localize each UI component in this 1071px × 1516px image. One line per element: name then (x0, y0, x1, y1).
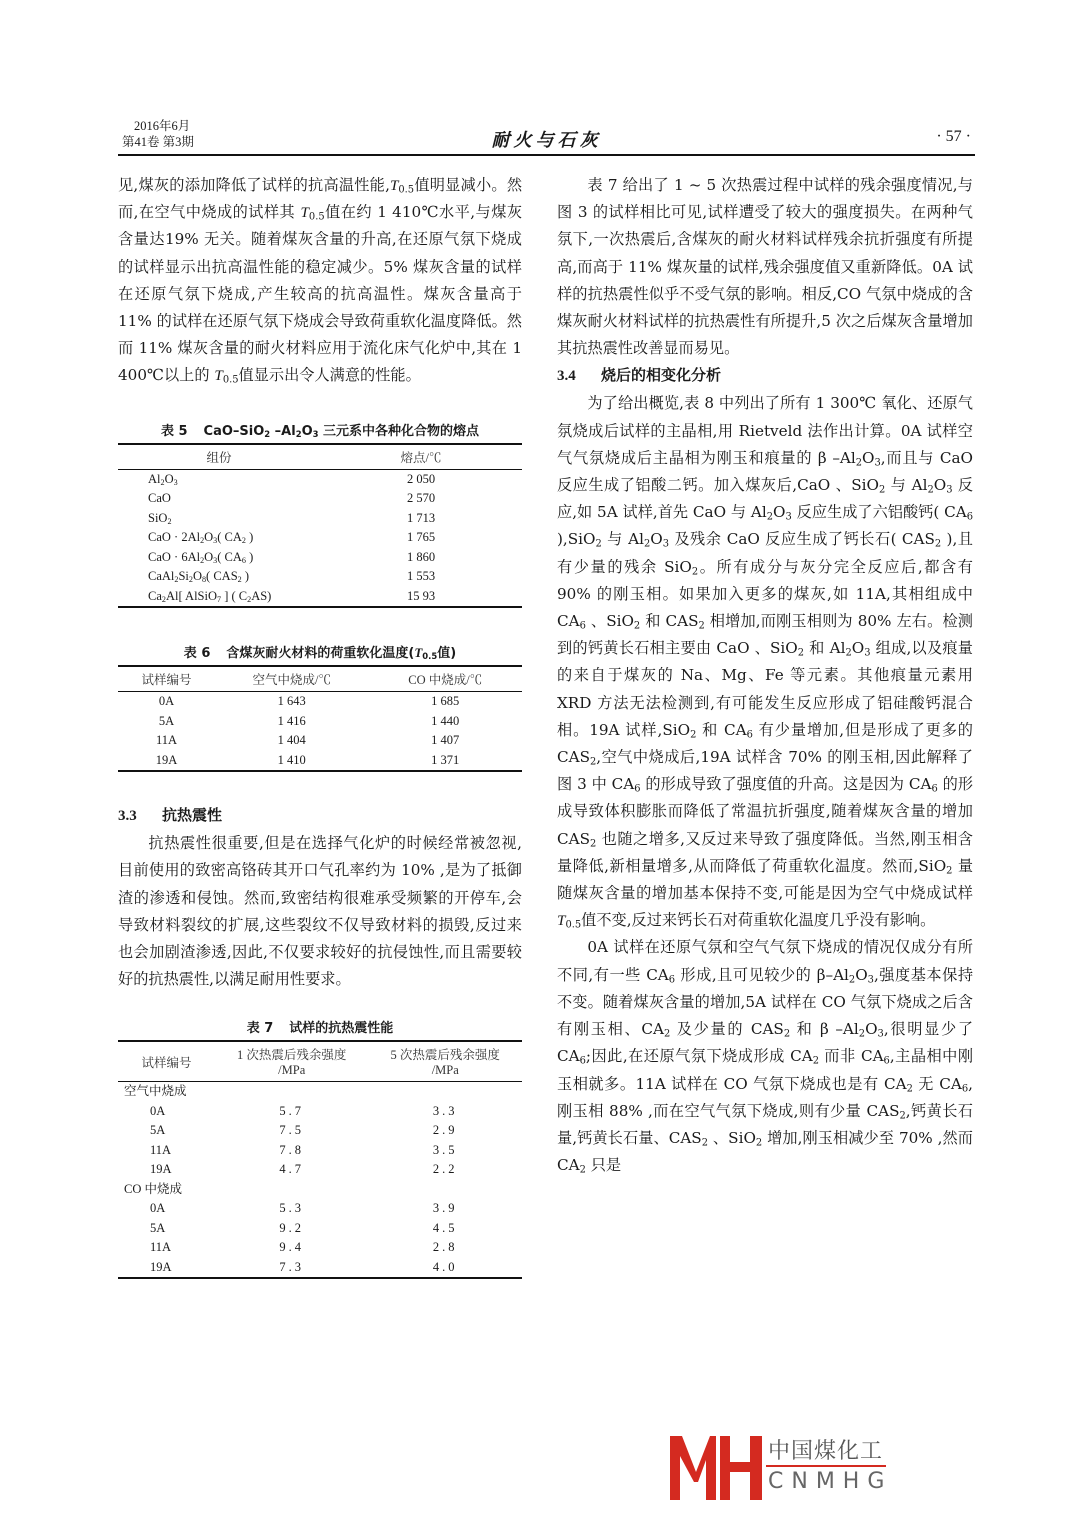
watermark-cn: 中国煤化工 (768, 1439, 884, 1464)
text-run: 及残余 CaO 反应生成了钙长石( CAS (668, 530, 935, 549)
subscript: 2 (927, 484, 934, 496)
table-row (118, 1102, 522, 1122)
left-column (118, 172, 522, 1279)
strength-5-cell: 2.8 (432, 1240, 458, 1255)
text-run: 有少量增加,但是形成了更多的 CAS (557, 720, 973, 767)
sample-id-cell: 19A (150, 1162, 172, 1177)
sample-id-cell: 0A (158, 694, 175, 709)
text-run: ) (241, 569, 250, 584)
subscript: 3 (173, 477, 178, 487)
table6-header: CO 中烧成/℃ (368, 666, 522, 692)
compound-cell (118, 489, 320, 509)
table-row (118, 751, 522, 772)
table6-title (226, 646, 456, 661)
subscript: 2 (698, 620, 705, 632)
text-run: AS) (251, 588, 272, 603)
text-run: 也随之增多,又反过来导致了强度降低。当然,刚玉相含量降低,新相量增多,从而降低了荷重软化温度。然而,SiO (557, 829, 973, 875)
subscript: 2 (295, 428, 302, 439)
text-run: O (164, 471, 174, 486)
subscript: 2 (858, 1028, 866, 1040)
subscript: 2 (200, 536, 205, 546)
subscript: 7 (217, 594, 222, 604)
text-run: 和 CAS (640, 612, 699, 631)
text-run: ] ( C (221, 588, 248, 603)
subscript: 6 (579, 620, 586, 632)
table7-header-unit: /MPa (278, 1063, 306, 1078)
subscript: 2 (845, 647, 852, 659)
sample-id-cell: 19A (155, 752, 178, 767)
text-run: 的形成导致体积膨胀而降低了常温抗折强度,随着煤灰含量的增加 CAS (557, 775, 974, 848)
symbol-t: T (389, 177, 399, 194)
text-run: 为了给出概览,表 8 中列出了所有 1 300℃ 氧化、还原气氛烧成后试样的主晶相,用 Rietveld 法作出计算。0A 试样空气气氛烧成后主晶相为刚玉和痕量的 β –Al (557, 394, 973, 467)
subscript: 2 (766, 511, 774, 523)
co-fired-cell: 1 440 (431, 713, 460, 728)
paragraph (557, 934, 973, 1179)
subscript: 3 (946, 484, 953, 496)
subscript: 2 (595, 538, 602, 550)
melting-point-cell: 2 570 (406, 491, 436, 506)
subscript: 6 (931, 783, 938, 795)
text-run: 含煤灰耐火材料的荷重软化温度( (226, 646, 415, 662)
melting-point-cell: 1 553 (406, 569, 436, 584)
subscript: 3 (785, 511, 792, 523)
text-run: 。所有成分与灰分完全反应后,都含有 90% 的刚玉相。如果加入更多的煤灰,如 11A,其相组成中 CA (557, 557, 973, 631)
subscript: 2 (161, 594, 166, 604)
text-run: Al[ AlSiO (165, 588, 218, 603)
text-run: 与 Al (601, 530, 644, 549)
subscript: 2 (264, 428, 271, 439)
right-column (557, 172, 973, 1179)
strength-5-cell: 3.3 (432, 1103, 458, 1118)
table7-label: 表 7 (246, 1021, 274, 1037)
strength-1-cell: 4.7 (279, 1162, 305, 1177)
subscript: 2 (690, 729, 697, 741)
text-run: O (851, 639, 865, 658)
paragraph (118, 172, 522, 390)
subscript: 3 (213, 536, 218, 546)
text-run: ,钙黄长石量,钙黄长石量、CAS (557, 1101, 973, 1147)
strength-5-cell: 2.9 (432, 1123, 458, 1138)
melting-point-cell: 15 93 (406, 588, 436, 603)
text-run: 无 CA (912, 1074, 962, 1093)
table5-header: 熔点/℃ (320, 444, 522, 470)
table7-header-unit: /MPa (431, 1063, 459, 1078)
table6 (118, 665, 522, 772)
air-fired-cell: 1 416 (277, 713, 306, 728)
paragraph: 抗热震性很重要,但是在选择气化炉的时候经常被忽视,目前使用的致密高铬砖其开口气孔率约为 10% ,是为了抵御渣的渗透和侵蚀。然而,致密结构很难承受频繁的开停车,会导致材料裂纹的扩展,这些裂纹不仅导致材料的损毁,反过来也会加剧渣渗透,因此,不仅要求较好的抗侵蚀性,而且需要较好的抗热震性,以满足耐用性要求。 (118, 834, 522, 989)
subscript: 3 (662, 538, 669, 550)
table-row (118, 469, 522, 489)
text-run: 只是 (585, 1156, 622, 1175)
strength-5-cell: 4.5 (432, 1220, 458, 1235)
strength-5-cell: 2.2 (432, 1162, 458, 1177)
text-run: CaO · 2Al (148, 530, 201, 545)
text-run: 组成,以及痕量的来自于煤灰的 Na、Mg、Fe 等元素。其他痕量元素用 XRD 方法无法检测到,有可能发生反应形成了铝硅酸钙混合相。19A 试样,SiO (557, 639, 973, 739)
table-row (118, 712, 522, 732)
group-label: CO 中烧成 (124, 1181, 182, 1196)
subscript: 2 (160, 477, 165, 487)
subscript: 8 (201, 575, 207, 585)
strength-5-cell: 4.0 (432, 1259, 458, 1274)
text-run: 和 CA (696, 720, 747, 739)
strength-1-cell: 7.5 (279, 1123, 305, 1138)
subscript: 6 (579, 1055, 586, 1067)
table7 (118, 1040, 522, 1279)
text-run: 三元系中各种化合物的熔点 (318, 423, 480, 439)
table-row (118, 587, 522, 608)
text-run: 而非 CA (819, 1047, 884, 1066)
subscript: 2 (237, 575, 242, 585)
melting-point-cell: 1 713 (406, 510, 436, 525)
table7-header-line: 1 次热震后残余强度 (237, 1048, 347, 1063)
text-run: O (933, 476, 947, 495)
text-run: ,主晶相中刚玉相就多。11A 试样在 CO 气氛下烧成也是有 CA (557, 1047, 974, 1093)
table-row (118, 1219, 522, 1239)
table-row (118, 509, 522, 529)
sample-id-cell: 11A (155, 733, 178, 748)
paragraph (557, 390, 973, 934)
subscript: 3 (312, 428, 319, 439)
sample-id-cell: 11A (150, 1240, 172, 1255)
table-row (118, 567, 522, 587)
text-run: O (192, 569, 202, 584)
table5-caption (118, 420, 522, 439)
subscript: 2 (783, 1028, 791, 1040)
sample-id-cell: 19A (150, 1259, 172, 1274)
table-row (118, 1141, 522, 1161)
text-run: ,而且与 CaO 反应生成了铝酸二钙。加入煤灰后,CaO 、SiO (557, 448, 973, 495)
melting-point-cell: 1 765 (406, 530, 436, 545)
subscript: 3 (874, 457, 881, 469)
sample-id-cell: 5A (150, 1123, 166, 1138)
subscript: 2 (590, 838, 597, 850)
subscript: 2 (643, 538, 651, 550)
table7-header: 试样编号 (118, 1041, 215, 1082)
subscript: 2 (755, 1137, 763, 1149)
compound-cell (118, 469, 320, 489)
section-title: 烧后的相变化分析 (601, 366, 722, 385)
subscript: 0.5 (398, 184, 415, 196)
text-run: 及少量的 CAS (670, 1020, 784, 1039)
text-run: Ca (148, 588, 162, 603)
subscript: 0.5 (565, 919, 582, 931)
subscript: 2 (188, 575, 193, 585)
strength-1-cell: 7.8 (279, 1142, 305, 1157)
text-run: 和 β –Al (790, 1020, 859, 1039)
table7-caption (118, 1017, 522, 1036)
table5 (118, 443, 522, 609)
table6-caption (118, 642, 522, 661)
strength-5-cell: 3.9 (432, 1201, 458, 1216)
table6-label: 表 6 (183, 646, 211, 662)
text-run: 0A 试样在还原气氛和空气气氛下烧成的情况仅成分有所不同,有一些 CA (557, 938, 973, 984)
symbol-t: T (414, 645, 423, 661)
text-run: 量随煤灰含量的增加基本保持不变,可能是因为空气中烧成试样 (557, 856, 974, 903)
symbol-t: T (557, 912, 566, 930)
issue-volume: 第41卷 第3期 (122, 135, 194, 149)
table6-header: 试样编号 (118, 666, 215, 692)
watermark-divider (766, 1465, 886, 1467)
text-run: O (862, 448, 875, 467)
table-row (118, 1160, 522, 1180)
compound-cell (118, 528, 320, 548)
mh-logo-icon (668, 1432, 764, 1502)
subscript: 2 (247, 594, 252, 604)
text-run: 值明显减小。然而,在空气中烧成的试样其 (118, 176, 523, 222)
table5-label: 表 5 (160, 423, 188, 439)
table-row (118, 528, 522, 548)
text-run: 增加,刚玉相减少至 70% ,然而 CA (557, 1128, 973, 1175)
text-run: CaO · 6Al (148, 549, 201, 564)
text-run: 见,煤灰的添加降低了试样的抗高温性能, (118, 176, 390, 194)
table7-header (368, 1041, 522, 1082)
strength-1-cell: 9.4 (279, 1240, 305, 1255)
strength-1-cell: 5.7 (279, 1103, 305, 1118)
table7-title: 试样的抗热震性能 (289, 1021, 394, 1037)
subscript: 2 (174, 575, 179, 585)
air-fired-cell: 1 643 (277, 694, 306, 709)
subscript: 0.5 (308, 211, 325, 223)
text-run: ),且有少量的残余 SiO (557, 530, 973, 576)
subscript: 2 (878, 484, 886, 496)
group-row (118, 1180, 522, 1200)
strength-1-cell: 9.2 (279, 1220, 305, 1235)
text-run: CaO–SiO (203, 423, 265, 439)
table-row (118, 489, 522, 509)
text-run: 值不变,反过来钙长石对荷重软化温度几乎没有影响。 (581, 911, 936, 930)
text-run: 、SiO (708, 1128, 756, 1147)
text-run: ,刚玉相 88% ,而在空气气氛下烧成,则有少量 CAS (557, 1074, 973, 1120)
text-run: ) (245, 549, 254, 564)
co-fired-cell: 1 371 (431, 752, 460, 767)
subscript: 2 (797, 647, 805, 659)
text-run: O (204, 549, 214, 564)
group-row (118, 1082, 522, 1102)
text-run: 与 Al (885, 476, 928, 495)
watermark-logo (668, 1432, 908, 1502)
subscript: 0.5 (422, 651, 438, 662)
text-run: 和 Al (804, 639, 846, 658)
strength-1-cell: 5.3 (279, 1201, 305, 1216)
melting-point-cell: 2 050 (406, 471, 436, 486)
subscript: 2 (701, 1137, 709, 1149)
co-fired-cell: 1 685 (431, 694, 460, 709)
text-run: 相增加,而刚玉相则为 80% 左右。检测到的钙黄长石相主要由 CaO 、SiO (557, 612, 973, 658)
text-run: O (865, 1020, 878, 1039)
subscript: 2 (200, 555, 205, 565)
subscript: 6 (883, 1055, 890, 1067)
subscript: 2 (633, 620, 641, 632)
table-row (118, 692, 522, 712)
subscript: 3 (867, 974, 874, 986)
text-run: 、SiO (585, 612, 634, 631)
subscript: 2 (946, 865, 953, 877)
melting-point-cell: 1 860 (406, 549, 436, 564)
compound-cell (118, 567, 320, 587)
subscript: 6 (668, 974, 676, 986)
subscript: 2 (167, 516, 172, 526)
compound-cell (118, 548, 320, 568)
text-run: ( CA (217, 549, 242, 564)
section-number: 3.3 (118, 808, 137, 825)
text-run: O (204, 530, 214, 545)
subscript: 6 (746, 729, 753, 741)
table-row (118, 548, 522, 568)
subscript: 2 (691, 566, 699, 578)
text-run: Si (178, 569, 189, 584)
section-title: 抗热震性 (162, 806, 223, 825)
text-run: ) (245, 530, 254, 545)
paragraph: 表 7 给出了 1 ~ 5 次热震过程中试样的残余强度情况,与图 3 的试样相比可见,试样遭受了较大的强度损失。在两种气氛下,一次热震后,含煤灰的耐火材料试样残余抗折强度有所提高,而高于 11% 煤灰量的试样,残余强度值又重新降低。0A 试样的抗热震性似乎不受气氛的影响。相反,CO 气氛中烧成的含煤灰耐火材料试样的抗热震性有所提升,5 次之后煤灰含量增加其抗热震性改善显而易见。 (557, 176, 973, 358)
sample-id-cell: 0A (150, 1201, 166, 1216)
text-run: O (650, 530, 663, 549)
subscript: 6 (634, 783, 641, 795)
text-run: ;因此,在还原气氛下烧成形成 CA (585, 1047, 813, 1066)
journal-title: 耐火与石灰 (491, 130, 602, 151)
issue-date: 2016年6月 (134, 119, 191, 133)
table-row (118, 1238, 522, 1258)
sample-id-cell: 0A (150, 1103, 166, 1118)
issue-info (122, 118, 262, 150)
table7-header (215, 1041, 369, 1082)
page-number: · 57 · (936, 128, 971, 145)
section-heading-3-4 (557, 362, 973, 390)
text-run: O (301, 423, 313, 439)
text-run: ( CA (217, 530, 242, 545)
symbol-t: T (214, 367, 223, 385)
sample-id-cell: 5A (158, 713, 175, 728)
text-run: 反应生成了六铝酸钙( CA (791, 503, 967, 522)
subscript: 6 (966, 511, 973, 523)
table-row (118, 731, 522, 751)
text-run: CaO (148, 491, 171, 506)
text-run: 值在约 1 410℃水平,与煤灰含量达19% 无关。随着煤灰含量的升高,在还原气氛下烧成的试样显示出抗高温性能的稳定减少。5% 煤灰含量的试样在还原气氛下烧成,产生较高的抗高温性。煤灰含量高于 11% 的试样在还原气氛下烧成会导致荷重软化温度降低。然而 11% 煤灰含量的耐火材料应用于流化床气化炉中,其在 1 400℃以上的 (118, 203, 523, 385)
table7-header-line: 5 次热震后残余强度 (390, 1048, 500, 1063)
table5-header: 组份 (118, 444, 320, 470)
air-fired-cell: 1 404 (277, 733, 306, 748)
subscript: 2 (579, 1164, 586, 1176)
section-heading-3-3 (118, 802, 522, 830)
text-run: ,空气中烧成后,19A 试样含 70% 的刚玉相,因此解释了图 3 中 CA (557, 748, 973, 794)
text-run: ( CAS (206, 569, 238, 584)
running-header (118, 118, 975, 156)
symbol-t: T (300, 204, 309, 222)
text-run: 反应,如 5A 试样,首先 CaO 与 Al (557, 476, 974, 522)
table6-header: 空气中烧成/℃ (215, 666, 369, 692)
text-run: –Al (270, 423, 296, 439)
section-number: 3.4 (557, 368, 576, 385)
table5-title (204, 424, 480, 439)
subscript: 2 (899, 1110, 906, 1122)
subscript: 3 (213, 555, 218, 565)
table-row (118, 1258, 522, 1279)
text-run: CaAl (148, 569, 175, 584)
subscript: 2 (855, 457, 863, 469)
strength-1-cell: 7.3 (279, 1259, 305, 1274)
subscript: 0.5 (222, 374, 239, 386)
subscript: 2 (906, 1082, 913, 1094)
co-fired-cell: 1 407 (431, 733, 460, 748)
text-run: 形成,且可见较少的 β–Al (675, 965, 849, 984)
subscript: 6 (961, 1082, 969, 1094)
text-run: Al (148, 471, 161, 486)
subscript: 3 (877, 1028, 884, 1040)
text-run: ),SiO (557, 530, 596, 549)
strength-5-cell: 3.5 (432, 1142, 458, 1157)
text-run: 的形成导致了强度值的升高。这是因为 CA (640, 775, 932, 794)
text-run: ,很明显少了 CA (557, 1020, 974, 1066)
sample-id-cell: 5A (150, 1220, 166, 1235)
compound-cell (118, 587, 320, 608)
sample-id-cell: 11A (150, 1142, 172, 1157)
watermark-en: CNMHG (768, 1469, 893, 1494)
compound-cell (118, 509, 320, 529)
subscript: 2 (848, 974, 856, 986)
text-run: 值) (437, 646, 457, 662)
table-row (118, 1121, 522, 1141)
subscript: 2 (590, 756, 597, 768)
group-label: 空气中烧成 (124, 1084, 187, 1099)
subscript: 2 (934, 538, 942, 550)
text-run: ,强度基本保持不变。随着煤灰含量的增加,5A 试样在 CO 气氛下烧成之后含有刚玉相、CA (557, 965, 974, 1039)
text-run: SiO (148, 510, 168, 525)
text-run: O (773, 503, 786, 522)
subscript: 2 (241, 536, 246, 546)
text-run: O (855, 965, 868, 984)
text-run: 值显示出令人满意的性能。 (238, 366, 421, 385)
table-row (118, 1199, 522, 1219)
subscript: 6 (241, 555, 246, 565)
air-fired-cell: 1 410 (277, 752, 306, 767)
subscript: 2 (812, 1055, 819, 1067)
subscript: 2 (663, 1028, 671, 1040)
subscript: 3 (864, 647, 871, 659)
